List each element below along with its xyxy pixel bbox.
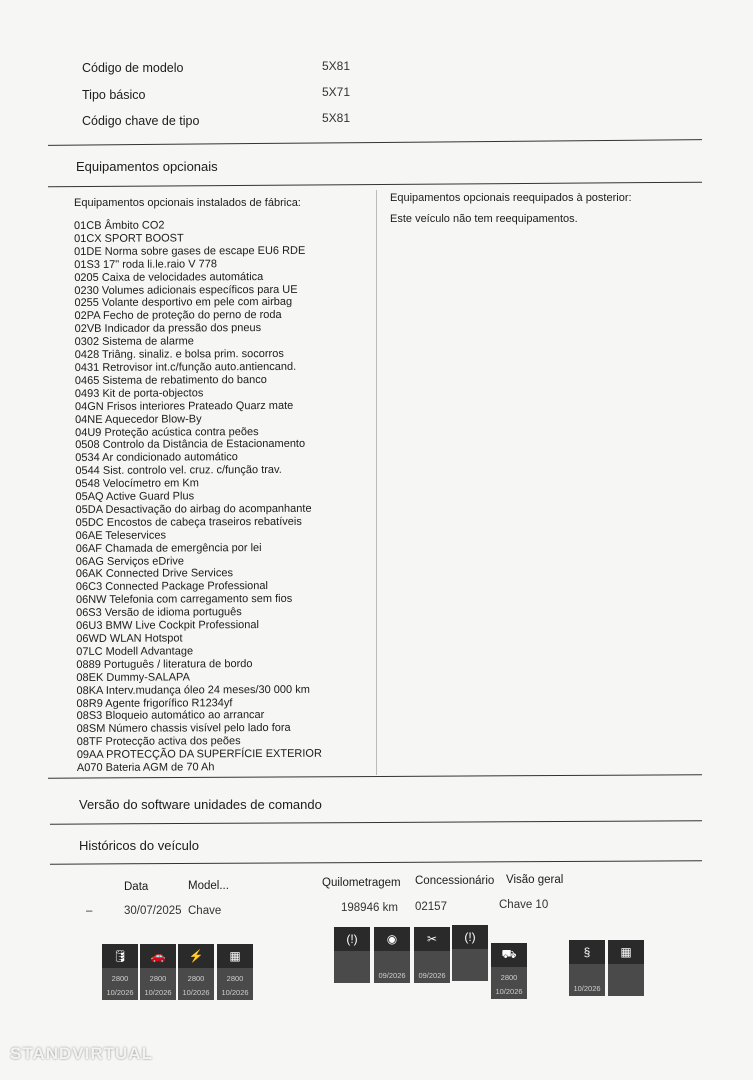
column-divider — [376, 190, 377, 775]
retrofit-options-title: Equipamentos opcionais reequipados à posterior: — [390, 192, 632, 204]
badge-date: 09/2026 — [418, 971, 446, 980]
factory-option-item: 0205 Caixa de velocidades automática — [74, 270, 264, 284]
divider — [48, 774, 702, 778]
factory-option-item: 04U9 Proteção acústica contra peões — [75, 425, 259, 439]
brake-front-icon: (!) — [334, 927, 370, 951]
divider — [50, 860, 702, 864]
factory-option-item: 0465 Sistema de rebatimento do banco — [74, 373, 267, 387]
history-header-mileage: Quilometragem — [322, 877, 401, 889]
service-badge — [334, 927, 370, 983]
type-key-code-label: Código chave de tipo — [82, 114, 200, 128]
inspection-law-icon: § — [569, 940, 605, 964]
service-badge — [491, 943, 527, 999]
factory-option-item: 0508 Controlo da Distância de Estacionamento — [75, 438, 306, 452]
history-header-overview: Visão geral — [506, 874, 564, 886]
type-key-code-value: 5X81 — [322, 111, 351, 125]
history-entry-date: 30/07/2025 — [124, 905, 182, 917]
factory-option-item: 04NE Aquecedor Blow-By — [75, 412, 202, 426]
car-service-icon: 🚗 — [140, 944, 176, 968]
factory-option-item: 05AQ Active Guard Plus — [75, 490, 195, 504]
spark-plug-icon: ⚡ — [178, 944, 214, 968]
service-badge — [452, 925, 488, 981]
factory-option-item: 0428 Triâng. sinaliz. e bolsa prim. socorros — [74, 347, 284, 362]
factory-option-item: 08KA Interv.mudança óleo 24 meses/30 000 km — [76, 683, 310, 697]
factory-option-item: 0493 Kit de porta-objectos — [74, 387, 204, 400]
factory-option-item: 04GN Frisos interiores Prateado Quarz mate — [74, 399, 294, 413]
service-badge — [569, 940, 605, 996]
standvirtual-watermark: STANDVIRTUAL — [10, 1044, 153, 1063]
factory-option-item: 08SM Número chassis visível pelo lado fora — [76, 722, 291, 736]
factory-option-item: A070 Bateria AGM de 70 Ah — [76, 761, 215, 775]
history-header-date: Data — [124, 881, 149, 893]
factory-option-item: 0534 Ar condicionado automático — [75, 451, 238, 465]
badge-date: 10/2026 — [106, 988, 134, 997]
service-badge — [608, 940, 644, 996]
factory-option-item: 01CB Âmbito CO2 — [74, 219, 165, 232]
factory-option-item: 08EK Dummy-SALAPA — [76, 671, 190, 684]
oil-can-icon: 🛢 — [102, 944, 138, 968]
factory-option-item: 09AA PROTECÇÃO DA SUPERFÍCIE EXTERIOR — [76, 747, 322, 762]
microfilter-icon: ▦ — [217, 944, 253, 968]
history-entry-dash: – — [86, 905, 93, 917]
factory-option-item: 01CX SPORT BOOST — [74, 232, 184, 245]
service-badge — [374, 927, 410, 983]
factory-option-item: 06WD WLAN Hotspot — [76, 632, 183, 645]
factory-option-item: 0230 Volumes adicionais específicos para UE — [74, 283, 298, 297]
badge-mileage: 2800 — [500, 973, 518, 982]
brake-rear-icon: (!) — [452, 925, 488, 949]
factory-option-item: 06AG Serviços eDrive — [75, 554, 185, 568]
factory-option-item: 0889 Português / literatura de bordo — [76, 657, 253, 671]
factory-option-item: 01DE Norma sobre gases de escape EU6 RDE — [74, 244, 306, 258]
service-badge — [414, 927, 450, 983]
factory-option-item: 0548 Velocímetro em Km — [75, 477, 199, 491]
badge-date: 10/2026 — [495, 987, 523, 996]
factory-option-item: 05DA Desactivação do airbag do acompanhante — [75, 502, 312, 516]
history-header-model: Model... — [188, 880, 229, 892]
badge-date: 10/2026 — [182, 988, 210, 997]
badge-mileage: 2800 — [187, 974, 205, 983]
factory-option-item: 07LC Modell Advantage — [76, 645, 194, 658]
factory-option-item: 06AK Connected Drive Services — [75, 567, 234, 581]
history-entry-model: Chave — [188, 905, 222, 917]
car-lift-icon: ⛟ — [491, 943, 527, 967]
model-code-label: Código de modelo — [82, 61, 184, 75]
divider — [48, 139, 702, 146]
factory-option-item: 0302 Sistema de alarme — [74, 335, 194, 349]
history-header-dealer: Concessionário — [415, 875, 495, 887]
badge-mileage: 2800 — [226, 974, 244, 983]
service-badge — [178, 944, 214, 1000]
badge-mileage: 2800 — [149, 974, 167, 983]
factory-option-item: 0255 Volante desportivo em pele com airbag — [74, 296, 293, 310]
factory-option-item: 0431 Retrovisor int.c/função auto.antiencand. — [74, 360, 297, 374]
badge-date: 10/2026 — [144, 988, 172, 997]
factory-option-item: 01S3 17" roda li.le.raio V 778 — [74, 257, 217, 271]
model-code-value: 5X81 — [322, 59, 351, 73]
service-badge — [140, 944, 176, 1000]
divider — [48, 182, 702, 188]
options-section-title: Equipamentos opcionais — [76, 159, 218, 174]
factory-option-item: 05DC Encostos de cabeça traseiros rebatíveis — [75, 515, 302, 529]
factory-options-list — [74, 219, 322, 775]
factory-option-item: 0544 Sist. controlo vel. cruz. c/função trav. — [75, 464, 282, 478]
badge-date: 10/2026 — [221, 988, 249, 997]
history-entry-overview: Chave 10 — [499, 899, 549, 911]
software-section-title: Versão do software unidades de comando — [79, 797, 322, 812]
history-section-title: Históricos do veículo — [79, 838, 199, 853]
retrofit-none-text: Este veículo não tem reequipamentos. — [390, 213, 578, 225]
tools-icon: ✂ — [414, 927, 450, 951]
basic-type-value: 5X71 — [322, 85, 351, 99]
factory-option-item: 06U3 BMW Live Cockpit Professional — [76, 619, 259, 633]
factory-options-title: Equipamentos opcionais instalados de fábrica: — [74, 197, 301, 209]
service-badge — [217, 944, 253, 1000]
factory-option-item: 08TF Protecção activa dos peões — [76, 735, 241, 749]
factory-option-item: 06NW Telefonia com carregamento sem fios — [75, 593, 293, 607]
badge-date: 10/2026 — [573, 984, 601, 993]
service-badge — [102, 944, 138, 1000]
history-entry-dealer: 02157 — [415, 901, 447, 913]
factory-option-item: 06AE Teleservices — [75, 529, 166, 542]
history-entry-mileage: 198946 km — [341, 902, 398, 914]
badge-mileage: 2800 — [111, 974, 129, 983]
basic-type-label: Tipo básico — [82, 88, 146, 102]
factory-option-item: 06C3 Connected Package Professional — [75, 580, 268, 594]
factory-option-item: 08R9 Agente frigorífico R1234yf — [76, 696, 233, 710]
factory-option-item: 08S3 Bloqueio automático ao arrancar — [76, 709, 265, 723]
badge-date: 09/2026 — [378, 971, 406, 980]
factory-option-item: 02VB Indicador da pressão dos pneus — [74, 322, 262, 336]
factory-option-item: 06AF Chamada de emergência por lei — [75, 541, 262, 555]
emission-check-icon: ▦ — [608, 940, 644, 964]
factory-option-item: 06S3 Versão de idioma português — [76, 606, 242, 620]
divider — [50, 820, 702, 824]
factory-option-item: 02PA Fecho de proteção do perno de roda — [74, 309, 282, 323]
brake-fluid-icon: ◉ — [374, 927, 410, 951]
